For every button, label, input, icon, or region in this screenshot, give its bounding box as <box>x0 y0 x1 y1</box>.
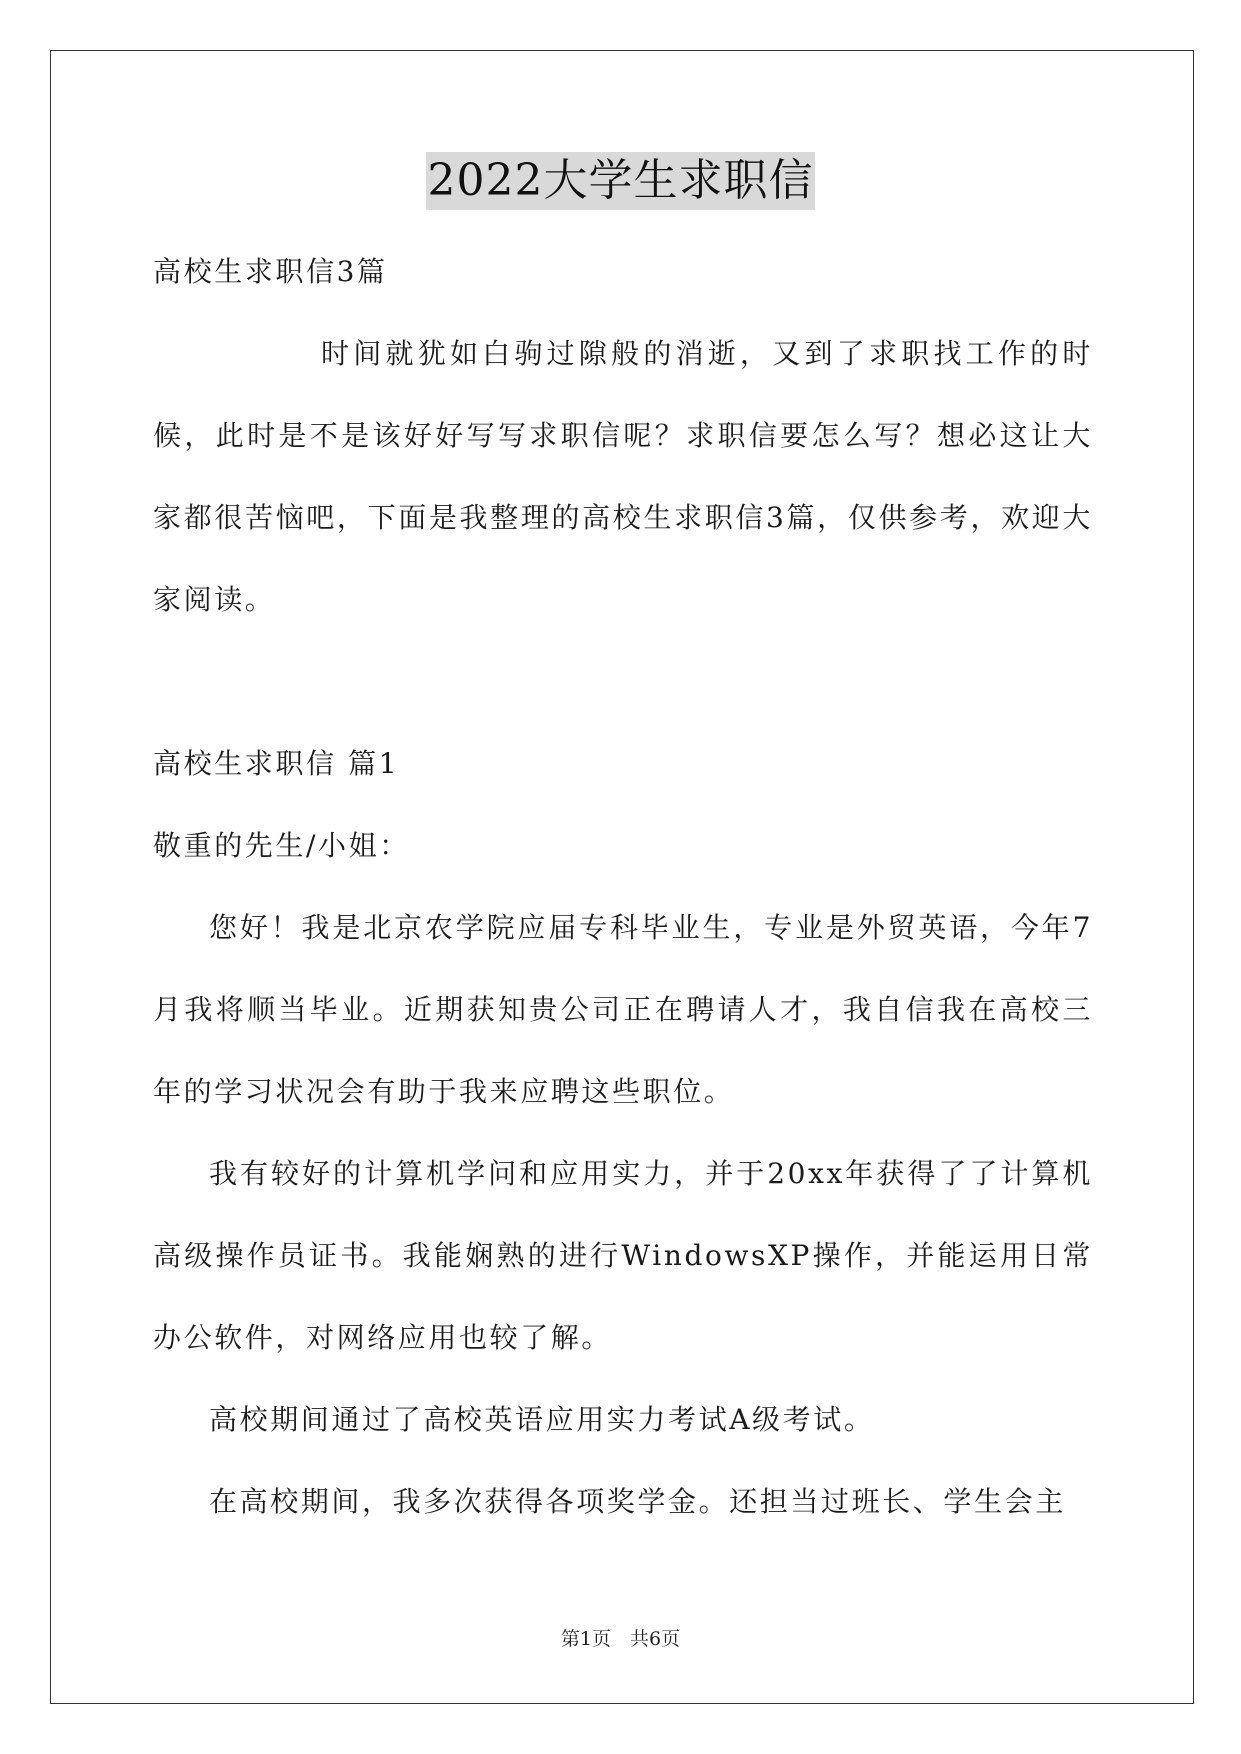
body-paragraph: 高校期间通过了高校英语应用实力考试A级考试。 <box>209 1403 875 1436</box>
body-paragraph: 您好！我是北京农学院应届专科毕业生，专业是外贸英语，今年7月我将顺当毕业。近期获知贵公司正在聘请人才，我自信我在高校三年的学习状况会有助于我来应聘这些职位。 <box>153 911 1093 1108</box>
document-body <box>153 231 1093 1543</box>
document-title: 2022大学生求职信 <box>426 152 816 210</box>
body-paragraph: 敬重的先生/小姐： <box>153 829 410 862</box>
page-number-footer: 第1页 共6页 <box>560 1628 681 1650</box>
body-paragraph: 我有较好的计算机学问和应用实力，并于20xx年获得了了计算机高级操作员证书。我能娴熟的进行WindowsXP操作，并能运用日常办公软件，对网络应用也较了解。 <box>153 1157 1093 1354</box>
title-area <box>0 152 1241 210</box>
body-paragraph: 高校生求职信 篇1 <box>153 747 400 780</box>
paragraph-gap <box>153 641 1093 723</box>
body-paragraph: 在高校期间，我多次获得各项奖学金。还担当过班长、学生会主 <box>209 1485 1066 1518</box>
body-paragraph: 时间就犹如白驹过隙般的消逝，又到了求职找工作的时候，此时是不是该好好写写求职信呢？求职信要怎么写？想必这让大家都很苦恼吧，下面是我整理的高校生求职信3篇，仅供参考，欢迎大家阅读。 <box>153 337 1093 616</box>
body-paragraph: 高校生求职信3篇 <box>153 255 388 288</box>
